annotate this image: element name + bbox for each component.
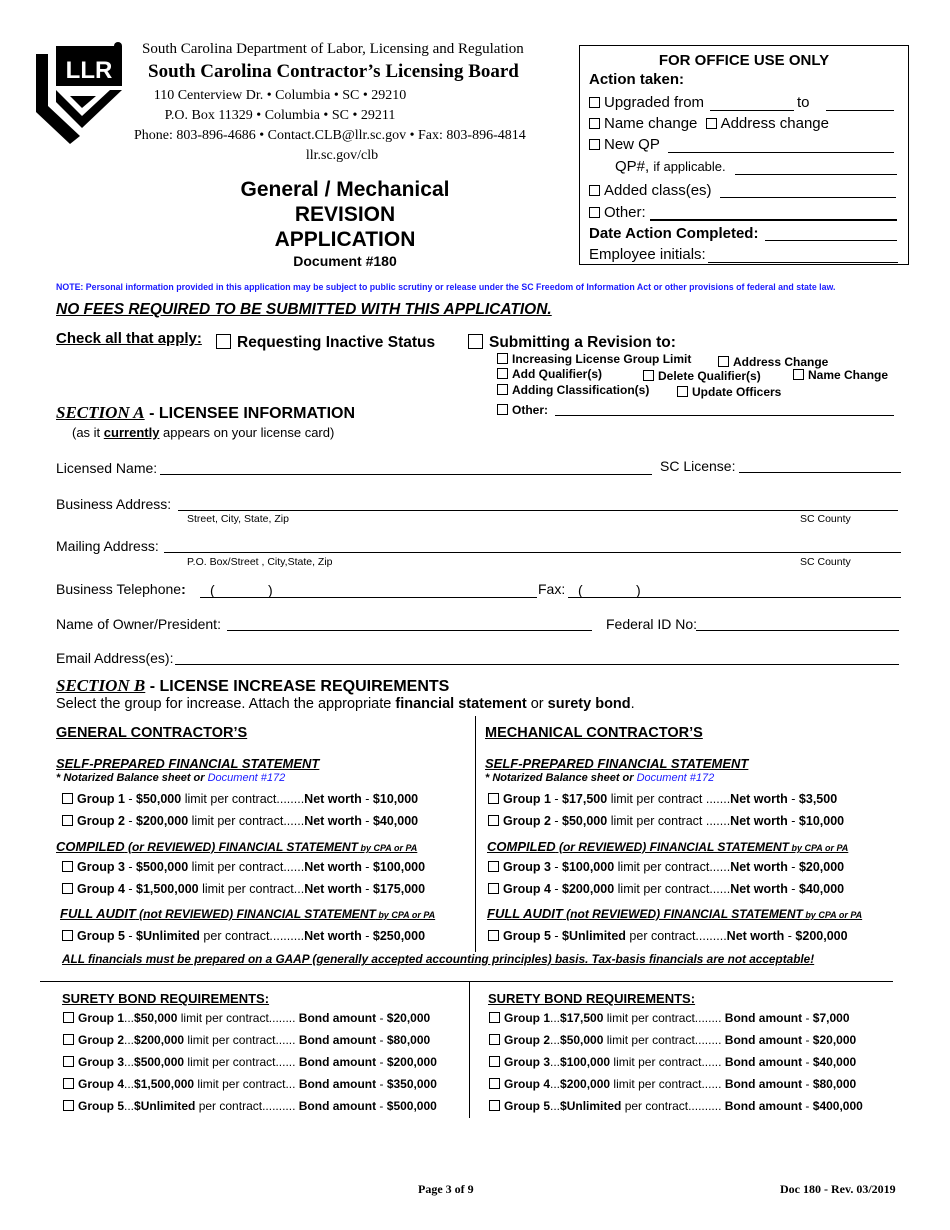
general-group-1-checkbox[interactable] [62, 793, 73, 804]
date-completed-line[interactable] [765, 240, 897, 241]
upgraded-checkbox[interactable] [589, 97, 600, 108]
surety-general-group-1-checkbox[interactable] [63, 1012, 74, 1023]
mechanical-group-3-checkbox[interactable] [488, 861, 499, 872]
mechanical-self-prepared-heading: SELF-PREPARED FINANCIAL STATEMENT [485, 756, 749, 771]
business-county-hint: SC County [800, 513, 851, 525]
general-heading: GENERAL CONTRACTOR’S [56, 725, 248, 741]
office-name-change-checkbox[interactable] [589, 118, 600, 129]
gaap-note: ALL financials must be prepared on a GAAP (generally accepted accounting principles) basis. Tax-basis financials are not acceptable! [62, 952, 815, 966]
office-new-qp-row: New QP [589, 136, 660, 153]
office-added-class-row: Added class(es) [589, 182, 712, 199]
section-b-heading: SECTION B - LICENSE INCREASE REQUIREMENTS [56, 676, 450, 695]
option-other: Other: [497, 403, 548, 417]
surety-mechanical-group-1: Group 1...$17,500 limit per contract........ Bond amount - $7,000 [489, 1011, 850, 1025]
inactive-status-option: Requesting Inactive Status [216, 334, 435, 352]
mechanical-group-2-checkbox[interactable] [488, 815, 499, 826]
logo-text: LLR [65, 57, 113, 84]
privacy-note: NOTE: Personal information provided in this application may be subject to public scrutiny or release under the SC Freedom of Information Act or other provisions of federal and state law. [56, 282, 836, 292]
mechanical-compiled-heading: COMPILED (or REVIEWED) FINANCIAL STATEMENT by CPA or PA [487, 839, 849, 854]
email-label: Email Address(es): [56, 650, 174, 666]
office-other-line[interactable] [650, 219, 897, 221]
mechanical-heading: MECHANICAL CONTRACTOR’S [485, 725, 703, 741]
business-telephone-field[interactable] [200, 597, 537, 598]
page-number: Page 3 of 9 [418, 1182, 474, 1196]
fax-field[interactable] [568, 597, 901, 598]
surety-general-group-1: Group 1...$50,000 limit per contract........ Bond amount - $20,000 [63, 1011, 430, 1025]
surety-mechanical-group-5-checkbox[interactable] [489, 1100, 500, 1111]
check-all-label: Check all that apply: [56, 330, 202, 347]
inactive-status-checkbox[interactable] [216, 334, 231, 349]
increasing-limit-checkbox[interactable] [497, 353, 508, 364]
no-fees-notice: NO FEES REQUIRED TO BE SUBMITTED WITH THIS APPLICATION. [56, 301, 552, 318]
surety-general-group-2: Group 2...$200,000 limit per contract...... Bond amount - $80,000 [63, 1033, 430, 1047]
form-title-line-2: REVISION [294, 203, 396, 226]
telephone-paren-close: ) [268, 582, 273, 598]
board-name: South Carolina Contractor’s Licensing Board [148, 61, 519, 82]
surety-top-rule [40, 981, 893, 982]
option-address-change: Address Change [718, 355, 828, 369]
owner-name-field[interactable] [227, 630, 592, 631]
revision-option: Submitting a Revision to: [468, 334, 676, 352]
revision-checkbox[interactable] [468, 334, 483, 349]
surety-mechanical-heading: SURETY BOND REQUIREMENTS: [488, 991, 696, 1006]
general-full-audit-heading: FULL AUDIT (not REVIEWED) FINANCIAL STATEMENT by CPA or PA [60, 906, 436, 921]
general-group-3: Group 3 - $500,000 limit per contract......Net worth - $100,000 [62, 860, 425, 874]
update-officers-checkbox[interactable] [677, 386, 688, 397]
mailing-county-hint: SC County [800, 556, 851, 568]
office-change-row: Name change Address change [589, 115, 829, 132]
mailing-address-label: Mailing Address: [56, 538, 159, 554]
general-group-4: Group 4 - $1,500,000 limit per contract...Net worth - $175,000 [62, 882, 425, 896]
adding-classification-checkbox[interactable] [497, 384, 508, 395]
owner-name-label: Name of Owner/President: [56, 616, 221, 632]
option-delete-qualifier: Delete Qualifier(s) [643, 369, 761, 383]
mechanical-group-1: Group 1 - $17,500 limit per contract .......Net worth - $3,500 [488, 792, 837, 806]
upgraded-from-line[interactable] [710, 110, 794, 111]
surety-mechanical-group-3-checkbox[interactable] [489, 1056, 500, 1067]
qp-number-label: QP#, if applicable. [615, 158, 726, 175]
mailing-address-field[interactable] [164, 552, 901, 553]
federal-id-field[interactable] [696, 630, 899, 631]
added-class-line[interactable] [720, 197, 896, 198]
surety-mechanical-group-2-checkbox[interactable] [489, 1034, 500, 1045]
date-completed-label: Date Action Completed: [589, 225, 759, 242]
general-group-5: Group 5 - $Unlimited per contract..........Net worth - $250,000 [62, 929, 425, 943]
action-taken-label: Action taken: [589, 71, 685, 88]
surety-mechanical-group-2: Group 2...$50,000 limit per contract........ Bond amount - $20,000 [489, 1033, 856, 1047]
telephone-paren-open: ( [210, 582, 215, 598]
upgraded-to-line[interactable] [826, 110, 894, 111]
added-class-checkbox[interactable] [589, 185, 600, 196]
federal-id-label: Federal ID No: [606, 616, 698, 632]
employee-initials-line[interactable] [708, 262, 898, 263]
general-compiled-heading: COMPILED (or REVIEWED) FINANCIAL STATEMENT by CPA or PA [56, 839, 418, 854]
mechanical-group-2: Group 2 - $50,000 limit per contract .......Net worth - $10,000 [488, 814, 844, 828]
llr-logo [30, 40, 126, 150]
website: llr.sc.gov/clb [305, 148, 379, 163]
mechanical-group-1-checkbox[interactable] [488, 793, 499, 804]
office-other-checkbox[interactable] [589, 207, 600, 218]
surety-mechanical-group-4: Group 4...$200,000 limit per contract...... Bond amount - $80,000 [489, 1077, 856, 1091]
fax-label: Fax: [538, 581, 566, 597]
general-group-1: Group 1 - $50,000 limit per contract........Net worth - $10,000 [62, 792, 418, 806]
option-update-officers: Update Officers [677, 385, 781, 399]
business-street-hint: Street, City, State, Zip [187, 513, 289, 525]
office-use-heading: FOR OFFICE USE ONLY [658, 52, 830, 69]
section-b-instructions: Select the group for increase. Attach the appropriate financial statement or surety bond. [56, 696, 635, 712]
revision-other-line[interactable] [555, 415, 894, 416]
mechanical-group-4-checkbox[interactable] [488, 883, 499, 894]
business-telephone-label: Business Telephone: [56, 581, 186, 597]
surety-general-group-4-checkbox[interactable] [63, 1078, 74, 1089]
column-divider [475, 716, 476, 952]
contact-line: Phone: 803-896-4686 • Contact.CLB@llr.sc.gov • Fax: 803-896-4814 [134, 128, 526, 143]
dept-name: South Carolina Department of Labor, Licensing and Regulation [142, 41, 524, 57]
licensed-name-label: Licensed Name: [56, 460, 158, 476]
address-line-2: P.O. Box 11329 • Columbia • SC • 29211 [164, 108, 396, 123]
surety-mechanical-group-4-checkbox[interactable] [489, 1078, 500, 1089]
mechanical-group-4: Group 4 - $200,000 limit per contract......Net worth - $40,000 [488, 882, 844, 896]
general-notarized-note: * Notarized Balance sheet or Document #172 [56, 772, 286, 784]
surety-general-group-3-checkbox[interactable] [63, 1056, 74, 1067]
licensed-name-field[interactable] [160, 474, 652, 475]
form-title-line-1: General / Mechanical [240, 178, 450, 201]
surety-general-group-2-checkbox[interactable] [63, 1034, 74, 1045]
mechanical-group-5-checkbox[interactable] [488, 930, 499, 941]
mechanical-group-3: Group 3 - $100,000 limit per contract......Net worth - $20,000 [488, 860, 844, 874]
surety-mechanical-group-5: Group 5...$Unlimited per contract.......... Bond amount - $400,000 [489, 1099, 863, 1113]
general-group-3-checkbox[interactable] [62, 861, 73, 872]
email-field[interactable] [175, 664, 899, 665]
revision-other-checkbox[interactable] [497, 404, 508, 415]
surety-mechanical-group-3: Group 3...$100,000 limit per contract...... Bond amount - $40,000 [489, 1055, 856, 1069]
fax-paren-open: ( [578, 582, 583, 598]
employee-initials-label: Employee initials: [589, 246, 706, 263]
surety-general-heading: SURETY BOND REQUIREMENTS: [62, 991, 270, 1006]
section-a-subtitle: (as it currently appears on your license card) [72, 425, 335, 440]
surety-general-group-5-checkbox[interactable] [63, 1100, 74, 1111]
surety-general-group-5: Group 5...$Unlimited per contract.......... Bond amount - $500,000 [63, 1099, 437, 1113]
address-line-1: 110 Centerview Dr. • Columbia • SC • 29210 [153, 88, 407, 103]
new-qp-checkbox[interactable] [589, 139, 600, 150]
mailing-pobox-hint: P.O. Box/Street , City,State, Zip [187, 556, 333, 568]
mechanical-notarized-note: * Notarized Balance sheet or Document #172 [485, 772, 715, 784]
general-self-prepared-heading: SELF-PREPARED FINANCIAL STATEMENT [56, 756, 320, 771]
form-title-line-3: APPLICATION [274, 228, 416, 251]
general-group-2-checkbox[interactable] [62, 815, 73, 826]
option-adding-classification: Adding Classification(s) [497, 383, 649, 397]
general-group-5-checkbox[interactable] [62, 930, 73, 941]
office-address-change-checkbox[interactable] [706, 118, 717, 129]
sc-license-label: SC License: [660, 458, 736, 474]
surety-mechanical-group-1-checkbox[interactable] [489, 1012, 500, 1023]
mechanical-group-5: Group 5 - $Unlimited per contract.........Net worth - $200,000 [488, 929, 848, 943]
office-other-row: Other: [589, 204, 646, 221]
doc-revision: Doc 180 - Rev. 03/2019 [780, 1182, 896, 1196]
surety-column-divider [469, 982, 470, 1118]
option-increasing-limit: Increasing License Group Limit [497, 352, 691, 366]
general-group-2: Group 2 - $200,000 limit per contract......Net worth - $40,000 [62, 814, 418, 828]
qp-number-line[interactable] [735, 174, 897, 175]
new-qp-line[interactable] [668, 152, 894, 153]
office-upgraded-row: Upgraded from [589, 94, 704, 111]
surety-general-group-3: Group 3...$500,000 limit per contract...... Bond amount - $200,000 [63, 1055, 437, 1069]
surety-general-group-4: Group 4...$1,500,000 limit per contract... Bond amount - $350,000 [63, 1077, 437, 1091]
document-number: Document #180 [293, 253, 397, 269]
mechanical-full-audit-heading: FULL AUDIT (not REVIEWED) FINANCIAL STATEMENT by CPA or PA [487, 906, 863, 921]
option-name-change: Name Change [793, 368, 888, 382]
delete-qualifier-checkbox[interactable] [643, 370, 654, 381]
add-qualifier-checkbox[interactable] [497, 368, 508, 379]
business-address-field[interactable] [178, 510, 898, 511]
general-group-4-checkbox[interactable] [62, 883, 73, 894]
upgraded-to-label: to [797, 94, 810, 111]
fax-paren-close: ) [636, 582, 641, 598]
name-change-checkbox[interactable] [793, 369, 804, 380]
option-add-qualifier: Add Qualifier(s) [497, 367, 602, 381]
business-address-label: Business Address: [56, 496, 172, 512]
address-change-checkbox[interactable] [718, 356, 729, 367]
sc-license-field[interactable] [739, 472, 901, 473]
section-a-heading: SECTION A - LICENSEE INFORMATION [56, 403, 356, 422]
